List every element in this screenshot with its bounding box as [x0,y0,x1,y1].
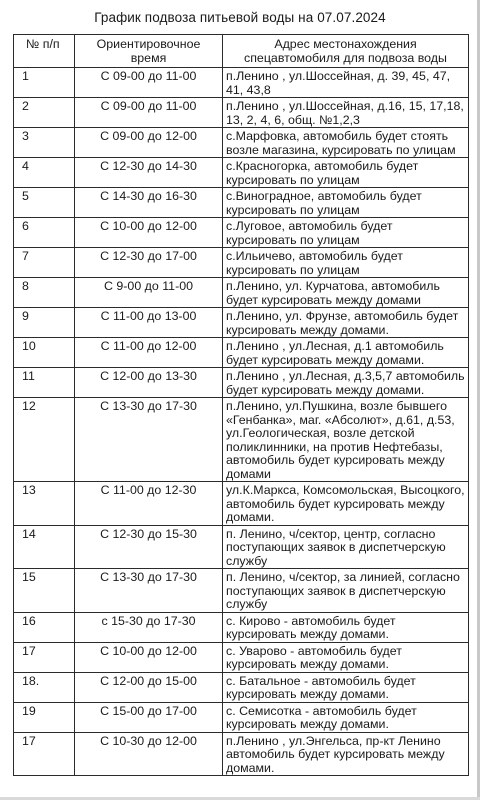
row-address: п.Ленино , ул.Энгельса, пр-кт Ленино автомобиль будет курсировать между домами. [223,732,469,776]
table-row [14,569,469,613]
row-address: с. Уварово - автомобиль будет курсировать между домами. [223,642,469,672]
row-number: 17 [14,642,75,672]
table-row [14,398,469,482]
table-row [14,702,469,732]
row-number: 3 [14,128,75,158]
table-row [14,612,469,642]
table-row [14,98,469,128]
row-address: с.Ильичево, автомобиль будет курсировать по улицам [223,248,469,278]
table-row [14,128,469,158]
row-time: С 14-30 до 16-30 [75,188,223,218]
header-address: Адрес местонахождения спецавтомобиля для подвоза воды [223,35,469,68]
row-number: 2 [14,98,75,128]
row-address: п.Ленино, ул.Пушкина, возле бывшего «Генбанка», маг. «Абсолют», д.61, д.53, ул.Геологическая, возле детской поликлинники, на против Нефтебазы, автомобиль будет курсировать между домами [223,398,469,482]
table-row [14,672,469,702]
row-address: п.Ленино , ул.Лесная, д.1 автомобиль будет курсировать между домами. [223,338,469,368]
row-time: С 11-00 до 13-00 [75,308,223,338]
row-number: 7 [14,248,75,278]
row-address: с.Виноградное, автомобиль будет курсировать по улицам [223,188,469,218]
row-number: 19 [14,702,75,732]
row-time: С 09-00 до 11-00 [75,98,223,128]
row-time: С 12-30 до 17-00 [75,248,223,278]
table-body [14,68,469,776]
row-time: С 9-00 до 11-00 [75,278,223,308]
row-time: С 09-00 до 12-00 [75,128,223,158]
row-number: 6 [14,218,75,248]
row-number: 4 [14,158,75,188]
row-number: 12 [14,398,75,482]
table-row [14,68,469,98]
row-address: ул.К.Маркса, Комсомольская, Высоцкого, автомобиль будет курсировать между домами. [223,482,469,526]
row-address: п.Ленино, ул. Курчатова, автомобиль будет курсировать между домами [223,278,469,308]
row-time: С 10-00 до 12-00 [75,218,223,248]
row-number: 10 [14,338,75,368]
table-row [14,188,469,218]
row-number: 11 [14,368,75,398]
row-number: 17 [14,732,75,776]
water-schedule-table [13,34,469,776]
row-address: с.Красногорка, автомобиль будет курсировать по улицам [223,158,469,188]
row-time: с 15-30 до 17-30 [75,612,223,642]
row-time: С 13-30 до 17-30 [75,398,223,482]
table-header-row [14,35,469,68]
table-row [14,482,469,526]
row-time: С 09-00 до 11-00 [75,68,223,98]
row-address: п.Ленино , ул.Лесная, д.3,5,7 автомобиль будет курсировать между домами. [223,368,469,398]
table-row [14,308,469,338]
row-address: п. Ленино, ч/сектор, за линией, согласно поступающих заявок в диспетчерскую службу [223,569,469,613]
row-time: С 10-30 до 12-00 [75,732,223,776]
table-row [14,732,469,776]
row-number: 1 [14,68,75,98]
header-time: Ориентировочное время [75,35,223,68]
row-address: с.Луговое, автомобиль будет курсировать по улицам [223,218,469,248]
row-number: 13 [14,482,75,526]
row-number: 9 [14,308,75,338]
row-number: 16 [14,612,75,642]
row-number: 18. [14,672,75,702]
row-number: 8 [14,278,75,308]
row-time: С 15-00 до 17-00 [75,702,223,732]
row-time: С 12-00 до 15-00 [75,672,223,702]
table-row [14,218,469,248]
table-row [14,158,469,188]
table-row [14,642,469,672]
row-address: п.Ленино, ул. Фрунзе, автомобиль будет курсировать между домами. [223,308,469,338]
table-row [14,278,469,308]
row-address: п.Ленино , ул.Шоссейная, д.16, 15, 17,18, 13, 2, 4, 6, общ. №1,2,3 [223,98,469,128]
row-time: С 12-00 до 13-30 [75,368,223,398]
row-address: п. Ленино, ч/сектор, центр, согласно поступающих заявок в диспетчерскую службу [223,525,469,569]
row-address: с. Кирово - автомобиль будет курсировать между домами. [223,612,469,642]
row-address: п.Ленино , ул.Шоссейная, д. 39, 45, 47, 41, 43,8 [223,68,469,98]
row-address: с.Марфовка, автомобиль будет стоять возле магазина, курсировать по улицам [223,128,469,158]
row-time: С 11-00 до 12-30 [75,482,223,526]
document-title: График подвоза питьевой воды на 07.07.2024 [94,10,386,25]
table-row [14,248,469,278]
header-number: № п/п [14,35,75,68]
row-address: с. Батальное - автомобиль будет курсировать между домами. [223,672,469,702]
row-time: С 12-30 до 14-30 [75,158,223,188]
table-row [14,338,469,368]
table-row [14,368,469,398]
row-time: С 10-00 до 12-00 [75,642,223,672]
table-row [14,525,469,569]
row-number: 15 [14,569,75,613]
row-time: С 12-30 до 15-30 [75,525,223,569]
row-time: С 11-00 до 12-00 [75,338,223,368]
row-time: С 13-30 до 17-30 [75,569,223,613]
row-number: 14 [14,525,75,569]
row-address: с. Семисотка - автомобиль будет курсировать между домами. [223,702,469,732]
row-number: 5 [14,188,75,218]
